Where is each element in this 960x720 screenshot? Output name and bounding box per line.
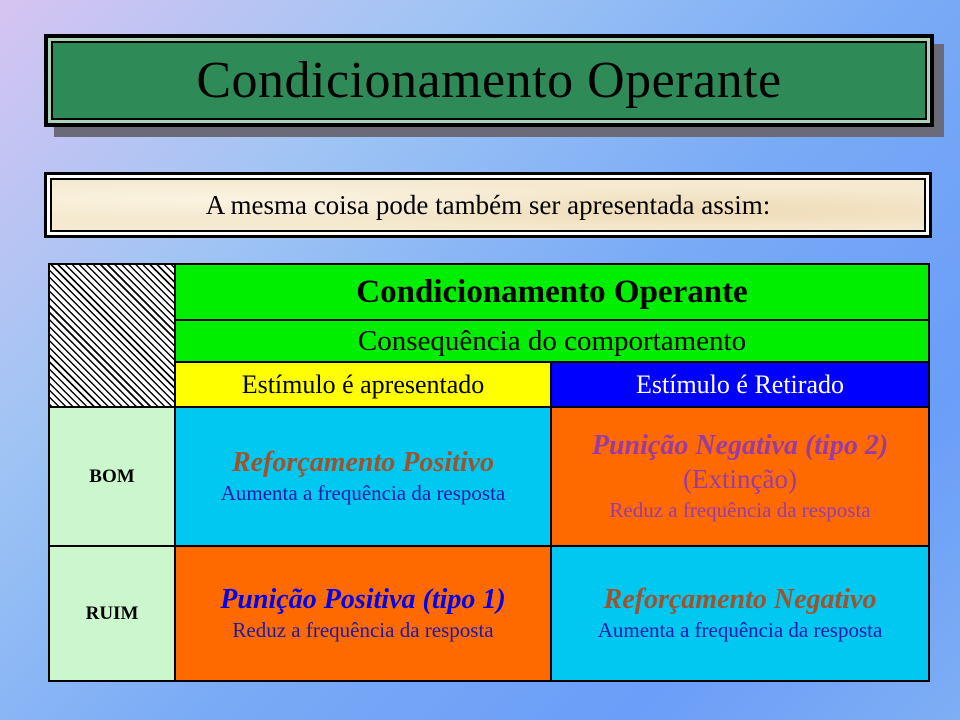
column-header-removed xyxy=(551,362,929,407)
table-header-title xyxy=(175,264,929,320)
title-banner xyxy=(44,34,934,127)
negative-punishment-title: Punição Negativa (tipo 2) xyxy=(591,429,889,461)
cell-negative-reinforcement xyxy=(551,546,929,681)
column-header-presented xyxy=(175,362,551,407)
table-header-subtitle xyxy=(175,320,929,362)
table-header-subtitle-text: Consequência do comportamento xyxy=(357,324,747,357)
hatched-corner xyxy=(49,264,175,407)
slide-subtitle: A mesma coisa pode também ser apresentada assim: xyxy=(205,189,771,220)
negative-reinforcement-title: Reforçamento Negativo xyxy=(603,584,877,616)
row-header-bad xyxy=(49,546,175,681)
cell-negative-punishment xyxy=(551,407,929,546)
slide-title: Condicionamento Operante xyxy=(196,52,782,109)
row-header-bad-text: RUIM xyxy=(85,602,139,624)
row-header-good-text: BOM xyxy=(89,465,135,487)
negative-punishment-desc: Reduz a frequência da resposta xyxy=(609,498,871,523)
conditioning-table xyxy=(48,263,930,682)
row-header-good xyxy=(49,407,175,546)
positive-punishment-title: Punição Positiva (tipo 1) xyxy=(220,584,506,616)
table-header-title-text: Condicionamento Operante xyxy=(356,273,748,310)
negative-punishment-extinction: (Extinção) xyxy=(683,464,797,495)
positive-reinforcement-title: Reforçamento Positivo xyxy=(231,447,495,479)
positive-punishment-desc: Reduz a frequência da resposta xyxy=(232,617,494,642)
cell-positive-reinforcement xyxy=(175,407,551,546)
positive-reinforcement-desc: Aumenta a frequência da resposta xyxy=(220,480,506,505)
column-header-presented-text: Estímulo é apresentado xyxy=(241,369,485,399)
negative-reinforcement-desc: Aumenta a frequência da resposta xyxy=(597,617,883,642)
column-header-removed-text: Estímulo é Retirado xyxy=(636,369,844,399)
subtitle-banner xyxy=(44,172,932,238)
cell-positive-punishment xyxy=(175,546,551,681)
